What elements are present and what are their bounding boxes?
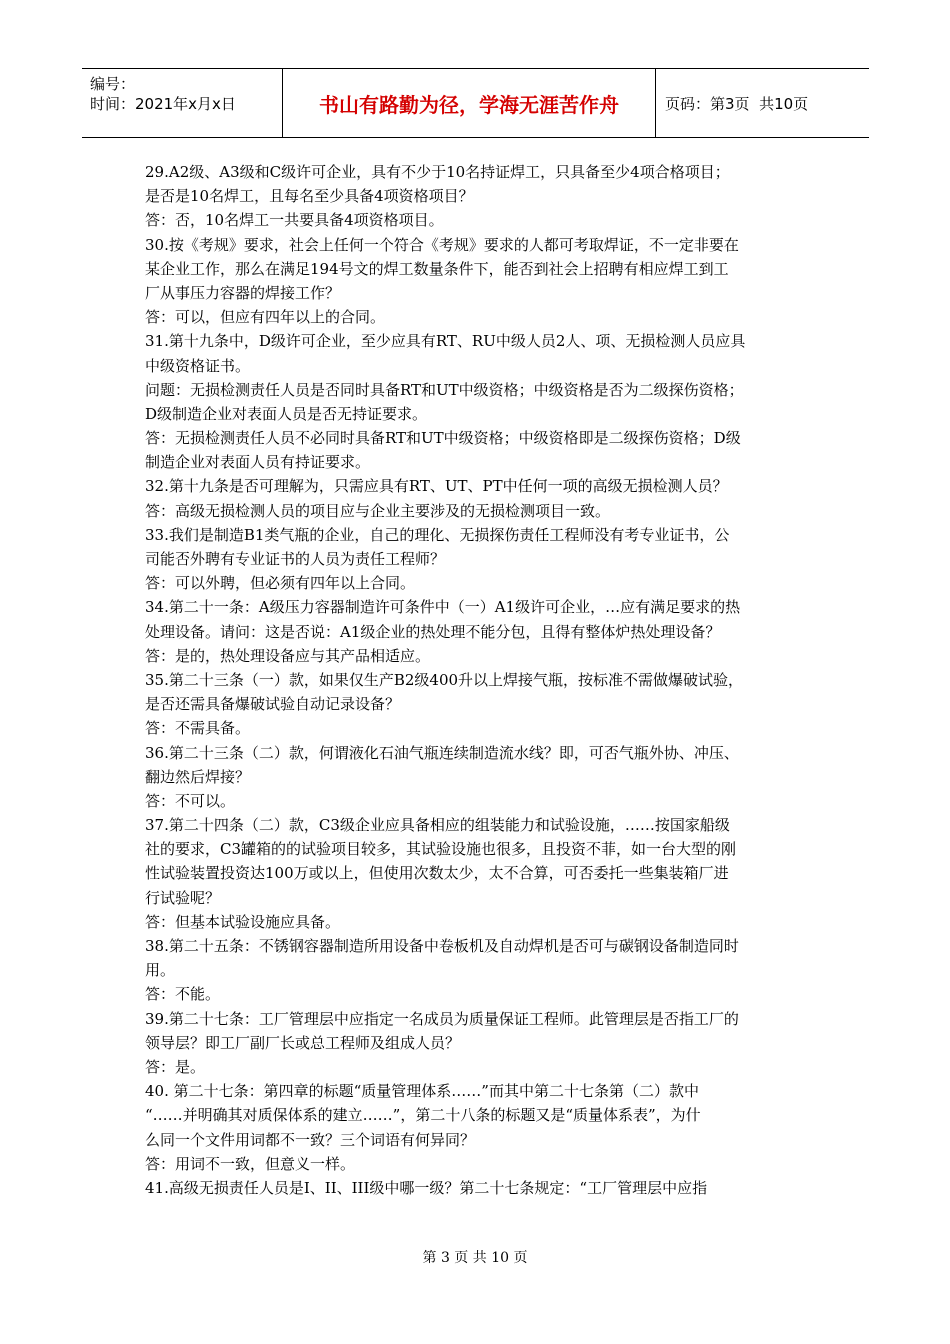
text-line: 答：是的，热处理设备应与其产品相适应。 <box>145 646 431 665</box>
page-footer: 第 3 页 共 10 页 <box>422 1250 528 1266</box>
header-motto-cell <box>282 69 656 137</box>
text-line: 37.第二十四条（二）款，C3级企业应具备相应的组装能力和试验设施，……按国家船级 <box>145 816 730 835</box>
text-line: 答：可以外聘，但必须有四年以上合同。 <box>145 574 416 593</box>
text-line: D级制造企业对表面人员是否无持证要求。 <box>145 404 428 423</box>
text-line: 41.高级无损责任人员是I、II、III级中哪一级？第二十七条规定：“工厂管理层中应指 <box>145 1178 708 1197</box>
text-line: 么同一个文件用词都不一致？三个词语有何异同？ <box>145 1130 476 1149</box>
text-line: “……并明确其对质保体系的建立……”，第二十八条的标题又是“质量体系表”，为什 <box>145 1106 701 1125</box>
text-line: 厂从事压力容器的焊接工作？ <box>145 283 341 302</box>
text-line: 答：不能。 <box>145 985 221 1004</box>
text-line: 中级资格证书。 <box>145 356 251 375</box>
text-line: 39.第二十七条：工厂管理层中应指定一名成员为质量保证工程师。此管理层是否指工厂的 <box>145 1009 739 1028</box>
text-line: 答：不需具备。 <box>145 719 251 738</box>
text-line: 答：可以，但应有四年以上的合同。 <box>145 308 386 327</box>
text-line: 司能否外聘有专业证书的人员为责任工程师？ <box>145 550 446 568</box>
text-line: 38.第二十五条：不锈钢容器制造所用设备中卷板机及自动焊机是否可与碳钢设备制造同时 <box>145 937 739 955</box>
text-line: 问题：无损检测责任人员是否同时具备RT和UT中级资格；中级资格是否为二级探伤资格； <box>145 380 744 399</box>
text-line: 性试验装置投资达100万或以上，但使用次数太少，太不合算，可否委托一些集装箱厂进 <box>145 864 729 883</box>
text-line: 社的要求，C3罐箱的的试验项目较多，其试验设施也很多，且投资不菲，如一台大型的刚 <box>145 840 737 859</box>
text-line: 答：用词不一致，但意义一样。 <box>145 1154 356 1173</box>
text-line: 答：是。 <box>145 1057 206 1076</box>
page-header <box>82 68 869 138</box>
text-line: 40. 第二十七条：第四章的标题“质量管理体系……”而其中第二十七条第（二）款中 <box>145 1082 699 1101</box>
text-line: 是否是10名焊工，且每名至少具备4项资格项目？ <box>145 187 474 206</box>
text-line: 答：高级无损检测人员的项目应与企业主要涉及的无损检测项目一致。 <box>145 501 611 520</box>
text-line: 答：否，10名焊工一共要具备4项资格项目。 <box>145 211 444 230</box>
text-line: 33.我们是制造B1类气瓶的企业，自己的理化、无损探伤责任工程师没有考专业证书，公 <box>145 525 730 544</box>
text-line: 是否还需具备爆破试验自动记录设备？ <box>145 695 401 714</box>
text-line: 用。 <box>145 961 176 980</box>
document-body <box>145 160 815 1200</box>
text-line: 36.第二十三条（二）款，何谓液化石油气瓶连续制造流水线？即，可否气瓶外协、冲压、 <box>145 743 739 762</box>
text-line: 行试验呢？ <box>145 888 221 907</box>
document-number-label: 编号： <box>90 75 136 93</box>
text-line: 答：无损检测责任人员不必同时具备RT和UT中级资格；中级资格即是二级探伤资格；D级 <box>145 429 741 448</box>
text-line: 某企业工作，那么在满足194号文的焊工数量条件下，能否到社会上招聘有相应焊工到工 <box>145 259 729 278</box>
text-line: 翻边然后焊接？ <box>145 767 251 786</box>
text-line: 答：不可以。 <box>145 791 236 810</box>
text-line: 制造企业对表面人员有持证要求。 <box>145 453 371 472</box>
text-line: 领导层？即工厂副厂长或总工程师及组成人员？ <box>145 1033 461 1052</box>
text-line: 32.第十九条是否可理解为，只需应具有RT、UT、PT中任何一项的高级无损检测人员？ <box>145 477 728 496</box>
text-line: 35.第二十三条（一）款，如果仅生产B2级400升以上焊接气瓶，按标准不需做爆破试验， <box>145 670 744 689</box>
header-meta <box>82 69 282 137</box>
text-line: 30.按《考规》要求，社会上任何一个符合《考规》要求的人都可考取焊证，不一定非要在 <box>145 235 739 254</box>
document-time-label: 时间：2021年x月x日 <box>90 95 236 113</box>
header-motto: 书山有路勤为径，学海无涯苦作舟 <box>319 92 619 117</box>
text-line: 处理设备。请问：这是否说：A1级企业的热处理不能分包，且得有整体炉热处理设备？ <box>145 622 721 641</box>
text-line: 34.第二十一条：A级压力容器制造许可条件中（一）A1级许可企业，…应有满足要求的热 <box>145 598 741 617</box>
text-line: 31.第十九条中，D级许可企业，至少应具有RT、RU中级人员2人、项、无损检测人员应具 <box>145 332 746 351</box>
text-line: 29.A2级、A3级和C级许可企业，具有不少于10名持证焊工，只具备至少4项合格项目； <box>145 163 730 181</box>
text-line: 答：但基本试验设施应具备。 <box>145 912 341 931</box>
header-page-label: 页码：第3页 共10页 <box>665 94 809 113</box>
